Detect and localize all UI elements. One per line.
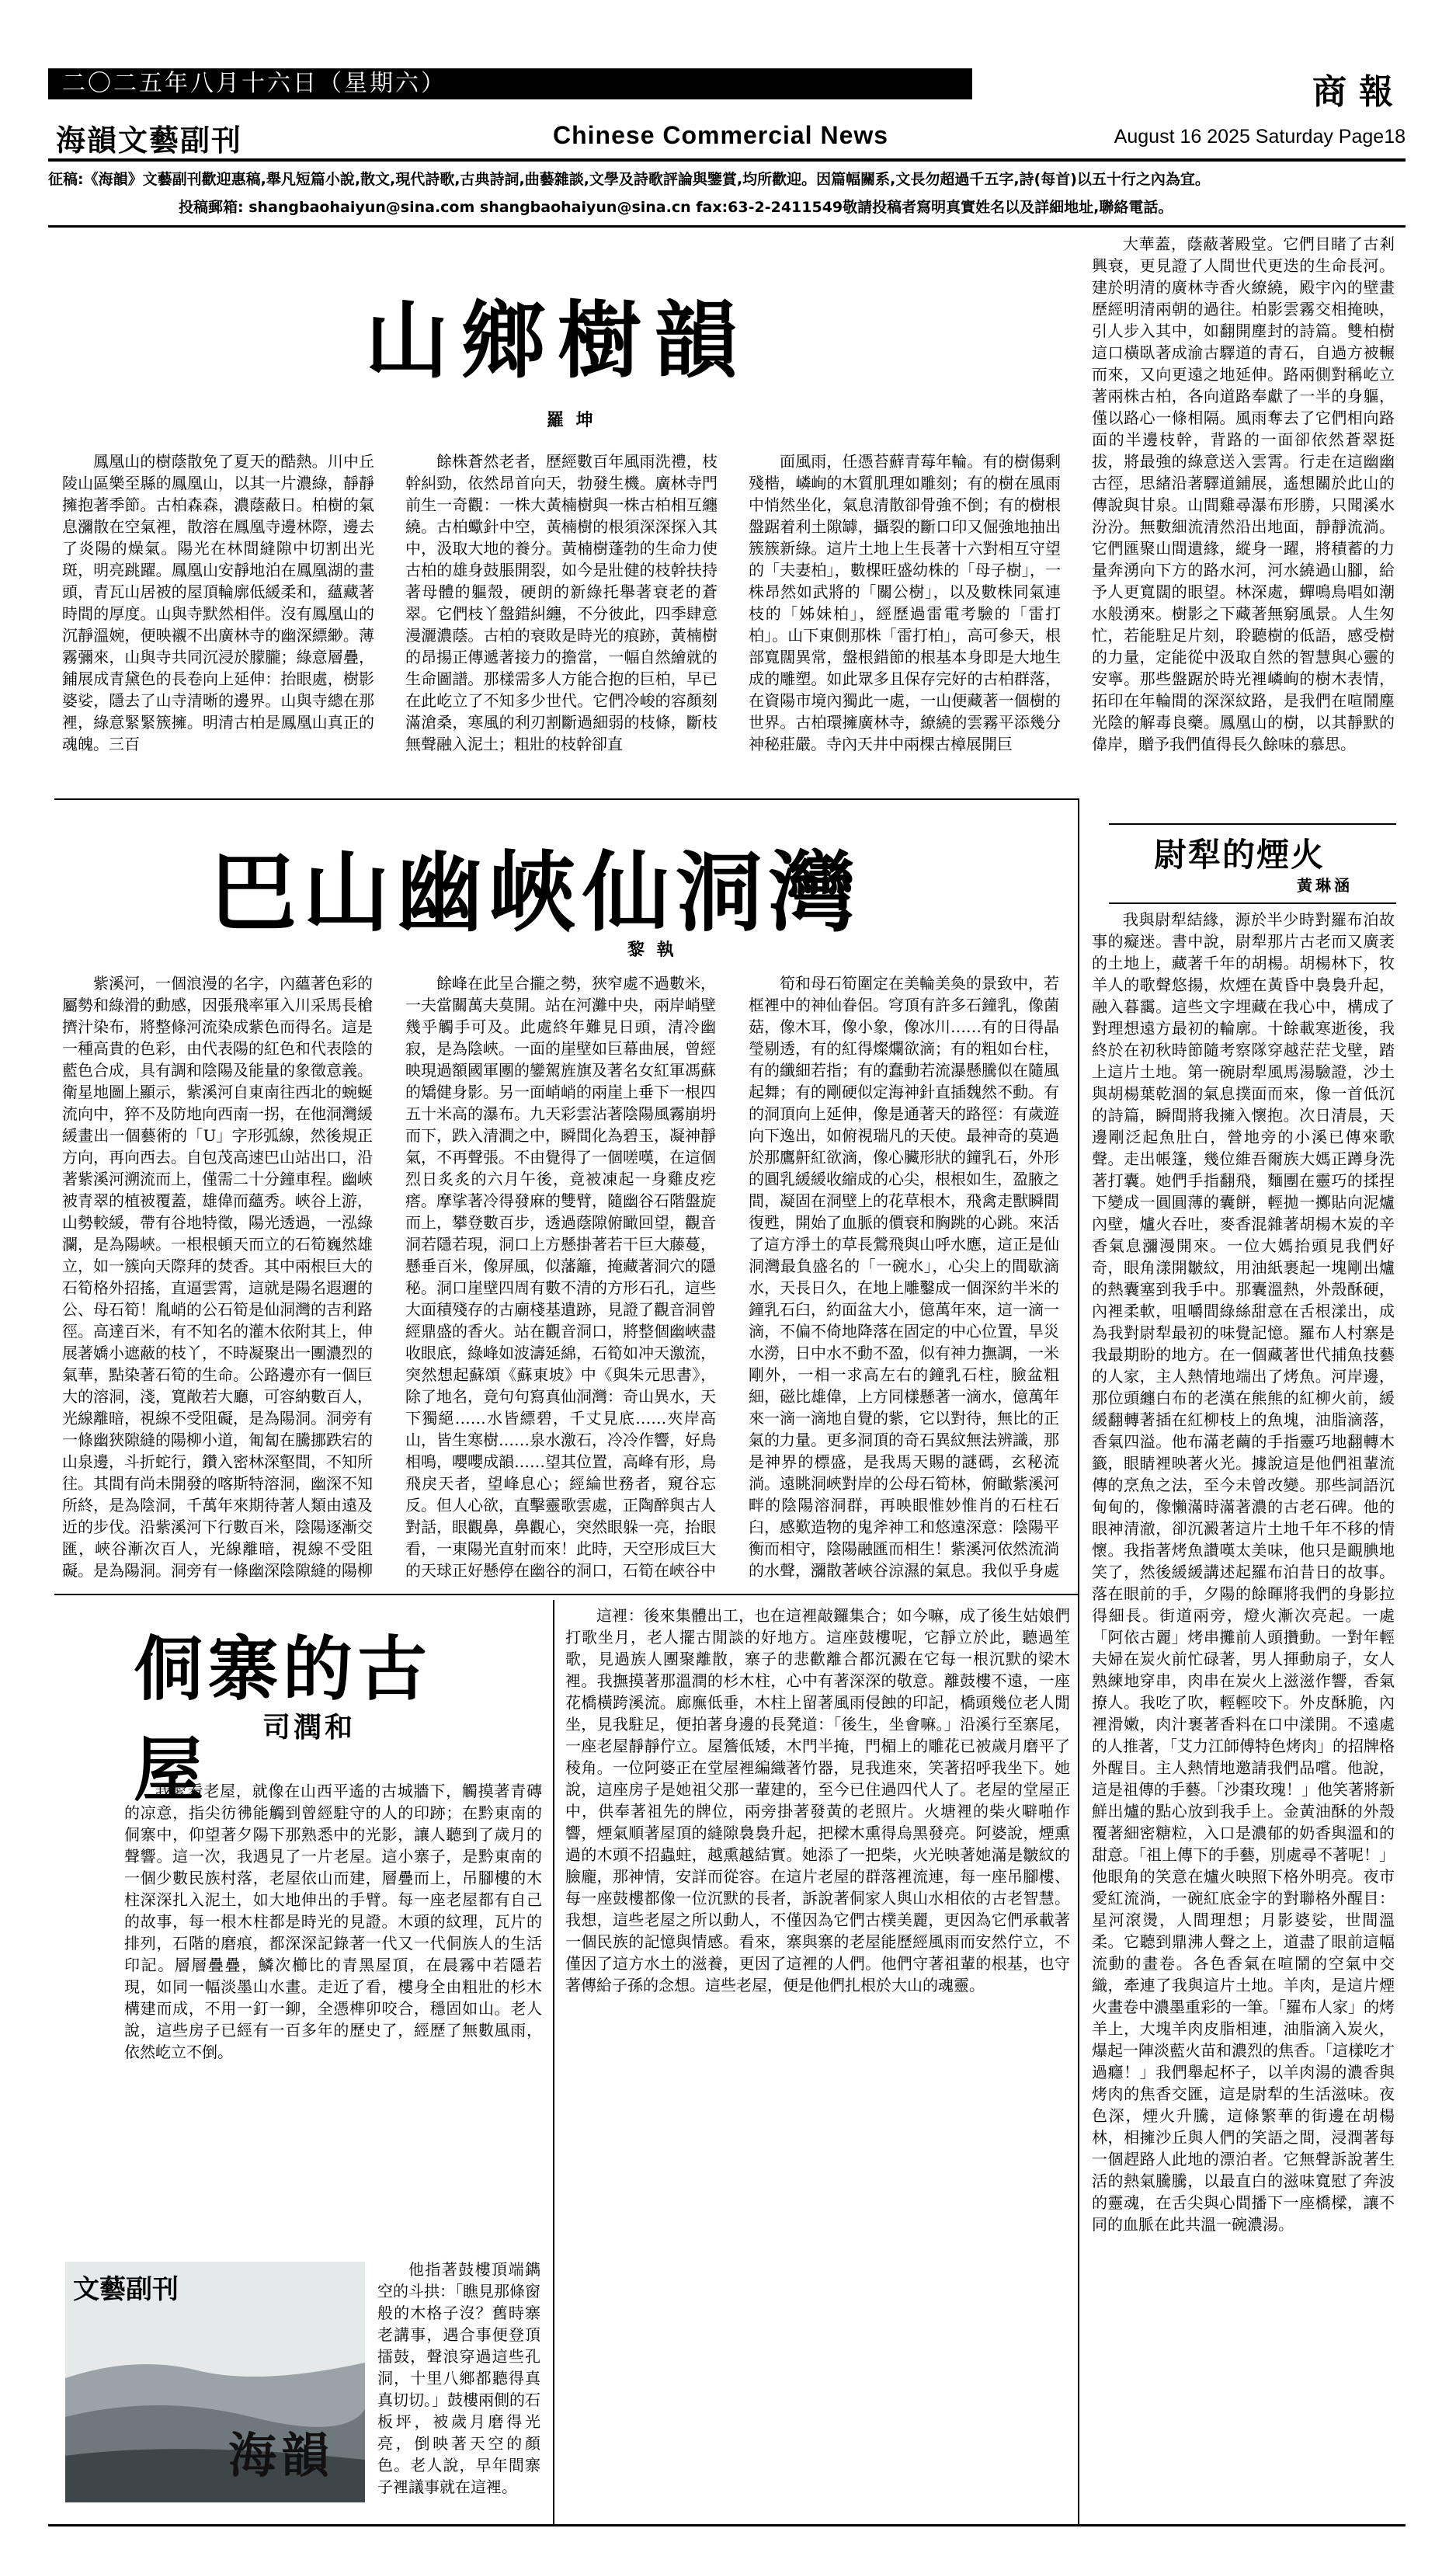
house-title-block (68, 1612, 503, 1811)
column-mountain-2 (405, 450, 718, 786)
section-divider (54, 798, 1078, 800)
top-bar (48, 68, 1406, 112)
seaside-photo (65, 2262, 365, 2502)
date-bar: 二〇二五年八月十六日（星期六） (48, 68, 972, 99)
paragraph: 我愛看老屋，就像在山西平遙的古城牆下，觸摸著青磚的凉意，指尖彷彿能觸到曾經駐守的人的印跡；在黔東南的侗寨中，仰望著夕陽下那熟悉中的光影，讓人聽到了歲月的聲響。這一次，我遇見了一片老屋。這小寨子，是黔東南的一個少數民族村落，老屋依山而建，層疊而上，吊腳樓的木柱深深扎入泥土，如大地伸出的手臂。每一座老屋都有自己的故事，每一根木柱都是時光的見證。木頭的紋理，瓦片的排列，石階的磨痕，都深深記錄著一代又一代侗族人的生活印記。層層疊疊，鱗次櫛比的青黑屋頂，在晨霧中若隱若現，如同一幅淡墨山水畫。走近了看，樓身全由粗壯的杉木構建而成，不用一釘一鉚，全憑榫卯咬合，穩固如山。老人說，這些房子已經有一百多年的歷史了，經歷了無數風雨，依然屹立不倒。 (124, 1782, 542, 2061)
column-house-1 (124, 1780, 542, 2249)
masthead (48, 115, 1406, 162)
article-title-house: 侗寨的古屋 (134, 1628, 432, 1811)
author-smoke: 黃琳涵 (1297, 876, 1353, 895)
column-mountain-1 (62, 450, 374, 786)
author-cave: 黎 執 (627, 940, 677, 960)
article-title-mountain: 山鄉樹韻 (365, 292, 751, 390)
paragraph: 大華蓋，蔭蔽著殿堂。它們目睹了古剎興衰，更見證了人間世代更迭的生命長河。建於明清的廣林寺香火繚繞，殿宇內的壁畫歷經明清兩朝的過往。柏影雲霧交相掩映，引人步入其中，如翻開塵封的詩篇。雙柏樹這口橫臥著成渝古驛道的青石，自過方被輾而來，又向更遠之地延伸。路兩側對稱屹立著兩株古柏，各向道路奉獻了一半的身軀，僅以路心一條相隔。風雨奪去了它們相向路面的半邊枝幹，背路的一面卻依然蒼翠挺拔，將最強的綠意送入雲霄。行走在這幽幽古徑，思緒沿著驛道鋪展，遙想關於此山的傳說與甘泉。山間雞尋瀑布形勝，只聞溪水汾汾。無數細流清然沿出地面，靜靜流淌。它們匯聚山間遺緣，縱身一躍，將積蓄的力量奔湧向下方的路水河，河水繞過山腳，給予人更寬闊的眼望。林深處，蟬鳴鳥唱如潮水般湧來。樹影之下藏著無窮風景。人生匆忙，若能駐足片刻，聆聽樹的低語，感受樹的力量，定能從中汲取自然的智慧與心靈的安寧。那些盤踞於時光裡嶙峋的樹木表情，拓印在年輪間的深深紋路，是我們在喧鬧塵光陰的解毒良藥。鳳凰山的樹，以其靜默的偉岸，贈予我們值得長久餘味的慕思。 (1092, 235, 1395, 753)
stamp-text-2: 海韻 (228, 2427, 335, 2484)
header-rule (48, 225, 1406, 228)
english-name: Chinese Commercial News (553, 121, 889, 149)
paragraph: 這裡：後來集體出工，也在這裡敲鑼集合；如今嘛，成了後生姑娘們打歌坐月，老人擺古閒談的好地方。這座鼓樓呢，它靜立於此，聽過笙歌，見過族人團聚離散，寨子的悲歡離合都沉澱在它每一根沉默的梁木裡。我撫摸著那溫潤的杉木柱，心中有著深深的敬意。離鼓樓不遠，一座花橋橫跨溪流。廊廡低垂，木柱上留著風雨侵蝕的印記，橋頭幾位老人閒坐，見我駐足，便拍著身邊的長凳道：「後生，坐會嘛。」沿溪行至寨尾，一座老屋靜靜佇立。屋簷低矮，木門半掩，門楣上的雕花已被歲月磨平了稜角。一位阿婆正在堂屋裡編織著竹器，見我進來，笑著招呼我坐下。她說，這座房子是她祖父那一輩建的，至今已住過四代人了。老屋的堂屋正中，供奉著祖先的牌位，兩旁掛著發黃的老照片。火塘裡的柴火噼啪作響，煙氣順著屋頂的縫隙裊裊升起，把樑木熏得烏黑發亮。阿婆說，煙熏過的木頭不招蟲蛀，越熏越結實。她添了一把柴，火光映著她滿是皺紋的臉龐，那神情，安詳而從容。在這片老屋的群落裡流連，每一座吊腳樓、每一座鼓樓都像一位沉默的長者，訴說著侗家人與山水相依的古老智慧。我想，這些老屋之所以動人，不僅因為它們古樸美麗，更因為它們承載著一個民族的記憶與情感。看來，寨與寨的老屋能歷經風雨而安然佇立，不僅因了這方水土的滋養，更因了這裡的人們。他們守著祖輩的根基，也守著傳給子孫的念想。這些老屋，便是他們扎根於大山的魂靈。 (565, 1606, 1070, 1994)
paragraph: 鳳凰山的樹蔭散免了夏天的酷熱。川中丘陵山區樂至縣的鳳凰山，以其一片濃綠，靜靜擁抱著季節。古柏森森，濃蔭蔽日。柏樹的氣息瀰散在空氣裡，散溶在鳳凰寺邊林際，邊去了炎陽的燥氣。陽光在林間縫隙中切割出光斑，明亮跳躍。鳳凰山安靜地泊在鳳凰湖的畫頭，青瓦山居被的屋頂輪廓低緩柔和，蘊藏著時間的厚度。山與寺默然相伴。沒有鳳凰山的沉靜溫婉，便映襯不出廣林寺的幽深縹緲。薄霧彌來，山與寺共同沉浸於朦朧；綠意層疊，鋪展成青黛色的長卷向上延伸：抬眼處，樹影婆娑，隱去了山寺清晰的邊界。山與寺總在那裡，綠意緊緊簇擁。明清古柏是鳳凰山真正的魂魄。三百 (62, 452, 374, 753)
newspaper-logo: 商報 (1312, 72, 1406, 112)
paragraph: 我與尉犁結緣，源於半少時對羅布泊故事的癡迷。書中說，尉犁那片古老而又廣袤的土地上，藏著千年的胡楊。胡楊林下，牧羊人的歌聲悠揚，炊煙在黃昏中裊裊升起，融入暮靄。這些文字埋藏在我心中，構成了對理想遠方最初的輪廓。十餘載寒逝後，我終於在初秋時節隨考察隊穿越茫茫戈壁，踏上這片土地。第一碗尉犁風馬湯驗證，沙土與胡楊葉乾涸的氣息撲面而來，像一首低沉的詩篇，瞬間將我擁入懷抱。次日清晨，天邊剛泛起魚肚白，營地旁的小溪已傳來歌聲。走出帳篷，幾位維吾爾族大媽正蹲身洗著打囊。她們手指翻飛，麵團在靈巧的揉捏下變成一圓圓薄的囊餅，輕拋一擲貼向泥爐內壁，爐火吞吐，麥香混雜著胡楊木炭的辛香氣息瀰漫開來。一位大媽抬頭見我們好奇，眼角漾開皺紋，用油紙裹起一塊剛出爐的熱囊塞到我手中。那囊溫熱，外殼酥硬，內裡柔軟，咀嚼間綠絲甜意在舌根漾出，成為我對尉犁最初的味覺記憶。羅布人村寨是我最期盼的地方。在一個藏著世代捕魚技藝的人家，主人熱情地端出了烤魚。河岸邊，那位頭纏白布的老漢在熊熊的紅柳火前，緩緩翻轉著插在紅柳枝上的魚塊，油脂滴落，香氣四溢。他布滿老繭的手指靈巧地翻轉木籤，眼睛裡映著火光。據說這是他們祖輩流傳的烹魚之法，至今未曾改變。那些詞語沉甸甸的，像懶滿時滿著濃的古老石碑。他的眼神清澈，卻沉澱著這片土地千年不移的情懷。我指著烤魚讚嘆太美味，他只是靦腆地笑了，然後緩緩講述起羅布泊昔日的故事。落在眼前的手，夕陽的餘暉將我們的身影拉得細長。街道兩旁，燈火漸次亮起。一處「阿依古麗」烤串攤前人頭攢動。一對年輕夫婦在炭火前忙碌著，男人揮動扇子，女人熟練地穿串，肉串在炭火上滋滋作響，香氣撩人。我吃了吹，輕輕咬下。外皮酥脆，內裡滑嫩，肉汁裹著香料在口中漾開。不遠處的人推著，「艾力江師傅特色烤肉」的招牌格外醒目。主人熱情地邀請我們品嚐。他說，這是祖傳的手藝。「沙棗玫瑰！」他笑著將新鮮出爐的點心放到我手上。金黃油酥的外殼覆著細密糖粒，入口是濃郁的奶香與溫和的甜意。「祖上傳下的手藝，別處尋不著呢！」他眼角的笑意在爐火映照下格外明亮。夜市愛紅流淌，一碗紅底金字的對聯格外醒目：星河滾燙，人間理想；月影婆娑，世間溫柔。它聽到鼎沸人聲之上，道盡了眼前這幅流動的畫卷。各色香氣在喧鬧的空氣中交織，牽連了我與這片土地。羊肉，是這片煙火畫卷中濃墨重彩的一筆。「羅布人家」的烤羊上，大塊羊肉皮脂相連，油脂滴入炭火，爆起一陣淡藍火苗和濃烈的焦香。「這樣吃才過癮！」我們舉起杯子，以羊肉湯的濃香與烤肉的焦香交匯，這是尉犁的生活滋味。夜色深，煙火升騰，這條繁華的街邊在胡楊林，相擁沙丘與人們的笑語之間，浸潤著每一個趕路人此地的漂泊者。它無聲訴說著生活的熱氣騰騰，以最直白的滋味寬慰了奔波的靈魂，在舌尖與心間播下一座橋樑，讓不同的血脈在此共溫一碗濃湯。 (1092, 910, 1395, 2234)
section-title: 海韻文藝副刊 (56, 123, 243, 158)
paragraph: 餘株蒼然老者，歷經數百年風雨洗禮，枝幹糾勁，依然昂首向天，勃發生機。廣林寺門前生一奇觀：一株大黃楠樹與一株古柏相互纏繞。古柏蠍針中空，黃楠樹的根須深深探入其中，汲取大地的養分。黃楠樹蓬勃的生命力使古柏的雄身鼓脹開裂，如今是壯健的枝幹扶持著母體的軀殼，硬朗的新綠托舉著衰老的蒼翠。它們枝丫盤錯糾纏，不分彼此，四季肆意漫灑濃蔭。古柏的衰敗是時光的痕跡，黃楠樹的昂揚正傳遞著接力的擔當，一幅自然繪就的生命圖譜。那樣需多人方能合抱的巨柏，早已在此屹立了不知多少世代。它們冷峻的容顏刻滿滄桑，寒風的利刃割斷過細弱的枝條，斷枝無聲融入泥土；粗壯的枝幹卻直 (405, 452, 718, 753)
column-house-2 (377, 2259, 540, 2520)
footer-rule (48, 2524, 1406, 2526)
author-house: 司潤和 (262, 1711, 356, 1744)
column-mountain-4 (1092, 233, 1395, 786)
section-divider (54, 1594, 1078, 1595)
column-mountain-3 (749, 450, 1061, 786)
column-divider (1078, 798, 1079, 2524)
submission-notice: 征稿:《海韻》文藝副刊歡迎惠稿,舉凡短篇小說,散文,現代詩歌,古典詩詞,曲藝雜談,文學及詩歌評論與鑒賞,均所歡迎。因篇幅關系,文長勿超過千五字,詩(每首)以五十行之內為宜。 (48, 171, 1210, 188)
paragraph: 餘峰在此呈合攏之勢，狹窄處不過數米，一夫當關萬夫莫開。站在河灘中央，兩岸峭壁幾乎觸手可及。此處終年難見日頭，清冷幽寂，是為陰峽。一面的崖壁如巨幕曲展，曾經映現過額國軍團的鑾駕旌旗及著名女紅軍馮蘇的矯健身影。另一面峭峭的兩崖上垂下一根四五十米高的瀑布。九天彩雲沾著陰陽風霧崩坍而下，跌入清澗之中，瞬間化為碧玉，凝神靜氣，不再聲張。不由覺得了一個嗟嘆，在這個烈日炙炙的六月午後，竟被凍起一身雞皮疙瘩。摩挲著冷得發麻的雙臂，隨幽谷石階盤旋而上，攀登數百步，透過蔭隙俯瞰回望，觀音洞若隱若現，洞口上方懸掛著若干巨大藤蔓，懸垂百米，像屏風，似藩籬，掩藏著洞穴的隱秘。洞口崖壁四周有數不清的方形石孔，這些大面積殘存的古廟棧基遺跡，見證了觀音洞曾經鼎盛的香火。站在觀音洞口，將整個幽峽盡收眼底，綠峰如波濤延綿，石筍如冲天激流，突然想起蘇頌《蘇東坡》中《與朱元思書》，除了地名，竟句句寫真仙洞灣：奇山異水，天下獨絕……水皆縹碧，千丈見底……夾岸高山，皆生寒樹……泉水激石，冷冷作響，好鳥相鳴，嚶嚶成韻……望其位置，高峰有形，鳥飛戾天者，望峰息心；經綸世務者，窺谷忘反。但人心欲，直擊靈歌雲處，正陶醉與古人對話，眼觀鼻，鼻觀心，突然眼躲一亮，抬眼看，一東陽光直射而來！此時，天空形成巨大的天球正好懸停在幽谷的洞口，石筍在峽谷中 (405, 974, 716, 1580)
article-title-smoke: 尉犁的煙火 (1154, 836, 1326, 874)
paragraph: 筍和母石筍圍定在美輪美奐的景致中，若框裡中的神仙眷侶。穹頂有許多石鐘乳，像菌菇，像木耳，像小象，像冰川……有的日得晶瑩剔透，有的紅得燦爛欲滴；有的粗如台柱，有的纖細若指；有的蠢動若流瀑懸騰似在隨風起舞；有的剛硬似定海神針直插魏然不動。有的洞頂向上延伸，像是通著天的路徑：有歲遊向下逸出，如俯視瑞凡的天使。最神奇的莫過於那鷹鼾紅欲滴，像心臟形狀的鐘乳石，外形的圓乳緩緩收縮成的心尖，根根如生，盈腋之間，凝固在洞壁上的花草根木，飛禽走獸瞬間復甦，開始了血脈的價衰和胸跳的心跳。來活了這方淨土的草長鶯飛與山呼水應，這正是仙洞灣最負盛名的「一碗水」，心尖上的間歇滴水，天長日久，在地上雕鑿成一個深約半米的鐘乳石臼，約面盆大小，億萬年來，這一滴一滴，不偏不倚地降落在固定的中心位置，旱災水澇，日中水不動不盈，似有神力撫調，一米剛外，一相一求高左右的鐘乳石柱，臉盆粗細，磁比雄偉，上方同樣懸著一滴水，億萬年來一滴一滴地自覺的紫，它以對待，無比的正氣的力量。更多洞頂的奇石異紋無法辨識，那是神界的標盛，是我馬天賜的謎碼，玄秘流淌。遠眺洞峽對岸的公母石筍林，俯瞰紫溪河畔的陰陽溶洞群，再映眼惟妙惟肖的石柱石臼，感歎造物的鬼斧神工和悠遠深意：陰陽平衡而相守，陰陽融匯而相生！紫溪河依然流淌的水聲，瀰散著峽谷涼濕的氣息。我似乎身處 (749, 974, 1059, 1580)
column-smoke (1092, 909, 1395, 2518)
paragraph: 他指著鼓樓頂端鐫空的斗拱：「瞧見那條窗般的木格子沒？舊時寨老講事，遇合事便登頂擂鼓，聲浪穿過這些孔洞，十里八鄉都聽得真真切切。」鼓樓兩側的石板坪，被歲月磨得光亮，倒映著天空的顏色。老人說，早年間寨子裡議事就在這裡。 (377, 2260, 540, 2496)
submission-email: 投稿郵箱: shangbaohaiyun@sina.com shangbaohaiyun@sina.cn fax:63-2-2411549敬請投稿者寫明真實姓名以及詳細地址,聯絡電話。 (179, 199, 1173, 216)
issue-date: August 16 2025 Saturday Page18 (1114, 126, 1406, 148)
author-mountain: 羅 坤 (547, 410, 596, 430)
paragraph: 紫溪河，一個浪漫的名字，內蘊著色彩的屬勢和綠滑的動感，因張飛率軍入川采馬長槍擠汁染布，將整條河流染成紫色而得名。這是一種高貴的色彩，由代表陽的紅色和代表陰的藍色合成，具有調和陰陽及能量的象徵意義。衛星地圖上顯示，紫溪河自東南往西北的蜿蜒流向中，猝不及防地向西南一拐，在他洞灣緩緩畫出一個藝術的「U」字形弧線，然後規正方向，再向西去。自包茂高速巴山站出口，沿著紫溪河溯流而上，僅需二十分鐘車程。幽峽被青翠的植被覆蓋，雄偉而蘊秀。峽谷上游，山勢較緩，帶有谷地特徵，陽光透過，一泓綠瀾，是為陽峽。一根根頓天而立的石筍巍然雄立，如一簇向天際拜的焚香。其中兩根巨大的石筍格外招搖，直逼雲霄，這就是陽名遐邇的公、母石筍！胤峭的公石筍是仙洞灣的吉利路徑。高達百米，有不知名的灌木依附其上，伸展著嬌小遮蔽的枝丫，不時凝聚出一團濃烈的氣華，點染著石筍的生命。公路邊亦有一個巨大的溶洞，淺，寬敞若大廳，可容納數百人，光線離暗，視線不受阻礙，是為陽洞。洞旁有一條幽狹隙縫的陽柳小道，匍匐在騰挪跌宕的山泉邊，斗折蛇行，鑽入密林深壑間，不知所往。其間有尚未開發的喀斯特溶洞，幽深不知所終，是為陰洞，千萬年來期待著人類由遠及近的步伐。沿紫溪河下行數百米，陰陽逐漸交匯，峽谷漸次百人，光線離暗，視線不受阻礙。是為陽洞。洞旁有一條幽深陰隙縫的陽柳 (62, 974, 373, 1580)
column-cave-1 (62, 972, 373, 1581)
column-cave-3 (749, 972, 1059, 1581)
stamp-text-1: 文藝副刊 (73, 2274, 179, 2305)
paragraph: 面風雨，任憑苔蘚青莓年輪。有的樹傷剩殘楷，嶙峋的木質肌理如雕刻；有的樹在風雨中悄然坐化，氣息清散卻骨強不倒；有的樹根盤踞着利土隙罅，攝裂的斷口印又倔強地抽出簇簇新綠。這片土地上生長著十六對相互守望的「夫妻柏」，數棵旺盛幼株的「母子樹」，一株昂然如武將的「關公樹」，以及數株同氣連枝的「姊妹柏」，經歷過雷電考驗的「雷打柏」。山下東側那株「雷打柏」，高可參天，根部寬闊異常，盤根錯節的根基本身即是大地生成的雕塑。如此眾多且保存完好的古柏群落，在資陽市境內獨此一處，一山便藏著一個樹的世界。古柏環擁廣林寺，繚繞的雲霧平添幾分神秘莊嚴。寺內天井中兩棵古樟展開巨 (749, 452, 1061, 753)
column-cave-2 (405, 972, 716, 1581)
article-title-cave: 巴山幽峽仙洞灣 (210, 842, 862, 944)
column-house-3 (565, 1605, 1070, 2518)
column-divider (553, 1600, 554, 2524)
